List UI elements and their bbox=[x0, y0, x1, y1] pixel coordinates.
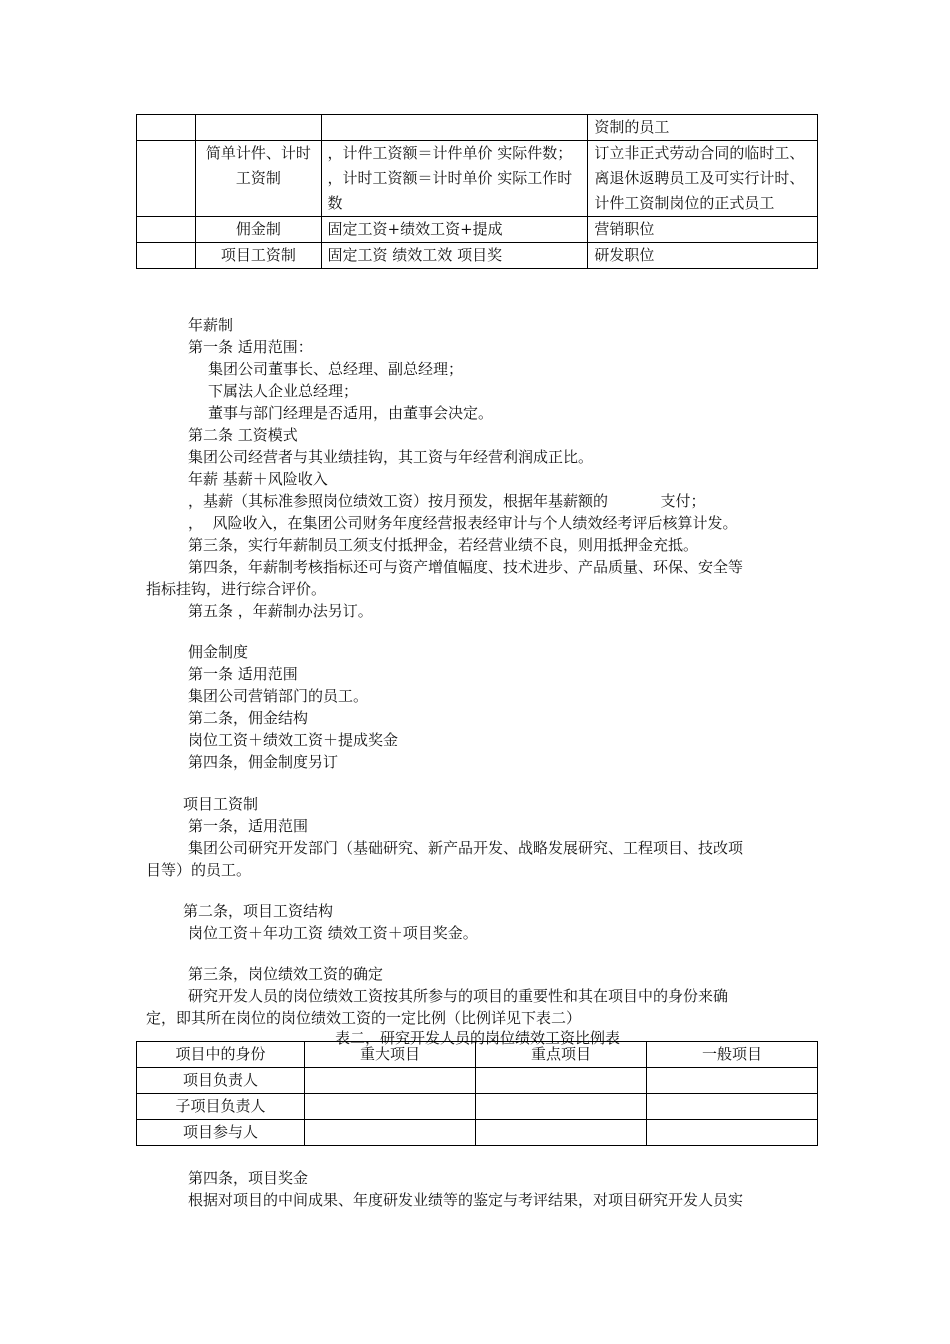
table-row bbox=[137, 217, 818, 243]
table-cell: 项目参与人 bbox=[137, 1120, 305, 1146]
paragraph-line: 董事与部门经理是否适用，由董事会决定。 bbox=[208, 404, 494, 422]
table-cell bbox=[476, 1094, 647, 1120]
section-title-commission: 佣金制度 bbox=[188, 643, 249, 661]
paragraph-line: 第三条，实行年薪制员工须支付抵押金，若经营业绩不良，则用抵押金充抵。 bbox=[188, 536, 699, 554]
paragraph-line: 下属法人企业总经理； bbox=[208, 382, 359, 400]
paragraph-line: 岗位工资＋绩效工资＋提成奖金 bbox=[188, 731, 399, 749]
table-cell bbox=[305, 1120, 476, 1146]
table-cell: 项目负责人 bbox=[137, 1068, 305, 1094]
table-cell: 营销职位 bbox=[588, 217, 818, 243]
paragraph-line: 第一条 适用范围： bbox=[188, 338, 313, 356]
paragraph-line: 第四条，佣金制度另订 bbox=[188, 753, 339, 771]
paragraph-line: 第三条，岗位绩效工资的确定 bbox=[188, 965, 384, 983]
table-row bbox=[137, 1094, 818, 1120]
table-cell bbox=[196, 115, 321, 141]
paragraph-line: 第二条，佣金结构 bbox=[188, 709, 309, 727]
paragraph-line: 指标挂钩，进行综合评价。 bbox=[146, 580, 327, 598]
table-cell bbox=[137, 141, 196, 217]
table-caption: 表二，研究开发人员的岗位绩效工资比例表 bbox=[335, 1029, 621, 1047]
table-row bbox=[137, 1120, 818, 1146]
column-header: 重大项目 bbox=[305, 1042, 476, 1068]
table-row bbox=[137, 1068, 818, 1094]
paragraph-line: 目等）的员工。 bbox=[146, 861, 252, 879]
table-cell bbox=[647, 1068, 818, 1094]
table-cell bbox=[305, 1068, 476, 1094]
wage-type-table bbox=[136, 114, 818, 269]
table-cell: 简单计件、计时工资制 bbox=[196, 141, 321, 217]
table-cell bbox=[305, 1094, 476, 1120]
table-cell bbox=[647, 1120, 818, 1146]
paragraph-line: 根据对项目的中间成果、年度研发业绩等的鉴定与考评结果，对项目研究开发人员实 bbox=[188, 1191, 744, 1209]
section-title-project-wage: 项目工资制 bbox=[183, 795, 259, 813]
table-cell: ，计件工资额＝计件单价 实际件数； ，计时工资额＝计时单价 实际工作时数 bbox=[321, 141, 588, 217]
table-cell bbox=[137, 115, 196, 141]
table-cell: 子项目负责人 bbox=[137, 1094, 305, 1120]
paragraph-line: 第四条，年薪制考核指标还可与资产增值幅度、技术进步、产品质量、环保、安全等 bbox=[188, 558, 744, 576]
table-cell bbox=[647, 1094, 818, 1120]
paragraph-line: ， 风险收入，在集团公司财务年度经营报表经审计与个人绩效经考评后核算计发。 bbox=[188, 514, 738, 532]
section-title-annual-salary: 年薪制 bbox=[188, 316, 234, 334]
paragraph-line: 年薪 基薪＋风险收入 bbox=[188, 470, 328, 488]
table-cell: 资制的员工 bbox=[588, 115, 818, 141]
table-cell bbox=[137, 243, 196, 269]
table-row bbox=[137, 115, 818, 141]
table-row bbox=[137, 141, 818, 217]
table-cell: 固定工资+绩效工资+提成 bbox=[321, 217, 588, 243]
table-cell: 项目工资制 bbox=[196, 243, 321, 269]
paragraph-line: 集团公司经营者与其业绩挂钩，其工资与年经营利润成正比。 bbox=[188, 448, 594, 466]
paragraph-line: 集团公司董事长、总经理、副总经理； bbox=[208, 360, 464, 378]
table-cell bbox=[321, 115, 588, 141]
paragraph-line: 集团公司营销部门的员工。 bbox=[188, 687, 369, 705]
paragraph-line: 第二条 工资模式 bbox=[188, 426, 298, 444]
table-cell: 研发职位 bbox=[588, 243, 818, 269]
paragraph-line: 第四条，项目奖金 bbox=[188, 1169, 309, 1187]
table-cell: 固定工资 绩效工效 项目奖 bbox=[321, 243, 588, 269]
column-header: 一般项目 bbox=[647, 1042, 818, 1068]
paragraph-line: 岗位工资＋年功工资 绩效工资＋项目奖金。 bbox=[188, 924, 478, 942]
table-cell bbox=[476, 1068, 647, 1094]
table-cell: 订立非正式劳动合同的临时工、离退休返聘员工及可实行计时、计件工资制岗位的正式员工 bbox=[588, 141, 818, 217]
column-header: 项目中的身份 bbox=[137, 1042, 305, 1068]
column-header: 重点项目 bbox=[476, 1042, 647, 1068]
table-header-row bbox=[137, 1042, 818, 1068]
table-cell: 佣金制 bbox=[196, 217, 321, 243]
paragraph-line: 集团公司研究开发部门（基础研究、新产品开发、战略发展研究、工程项目、技改项 bbox=[188, 839, 744, 857]
paragraph-line: 第一条，适用范围 bbox=[188, 817, 309, 835]
table-cell bbox=[137, 217, 196, 243]
paragraph-line: 第一条 适用范围 bbox=[188, 665, 298, 683]
paragraph-line: ，基薪（其标准参照岗位绩效工资）按月预发，根据年基薪额的 支付； bbox=[188, 492, 706, 510]
table-row bbox=[137, 243, 818, 269]
project-ratio-table bbox=[136, 1041, 818, 1146]
paragraph-line: 第二条，项目工资结构 bbox=[183, 902, 334, 920]
paragraph-line: 研究开发人员的岗位绩效工资按其所参与的项目的重要性和其在项目中的身份来确 bbox=[188, 987, 729, 1005]
paragraph-line: 第五条 ，年薪制办法另订。 bbox=[188, 602, 373, 620]
table-cell bbox=[476, 1120, 647, 1146]
paragraph-line: 定，即其所在岗位的岗位绩效工资的一定比例（比例详见下表二） bbox=[146, 1009, 582, 1027]
